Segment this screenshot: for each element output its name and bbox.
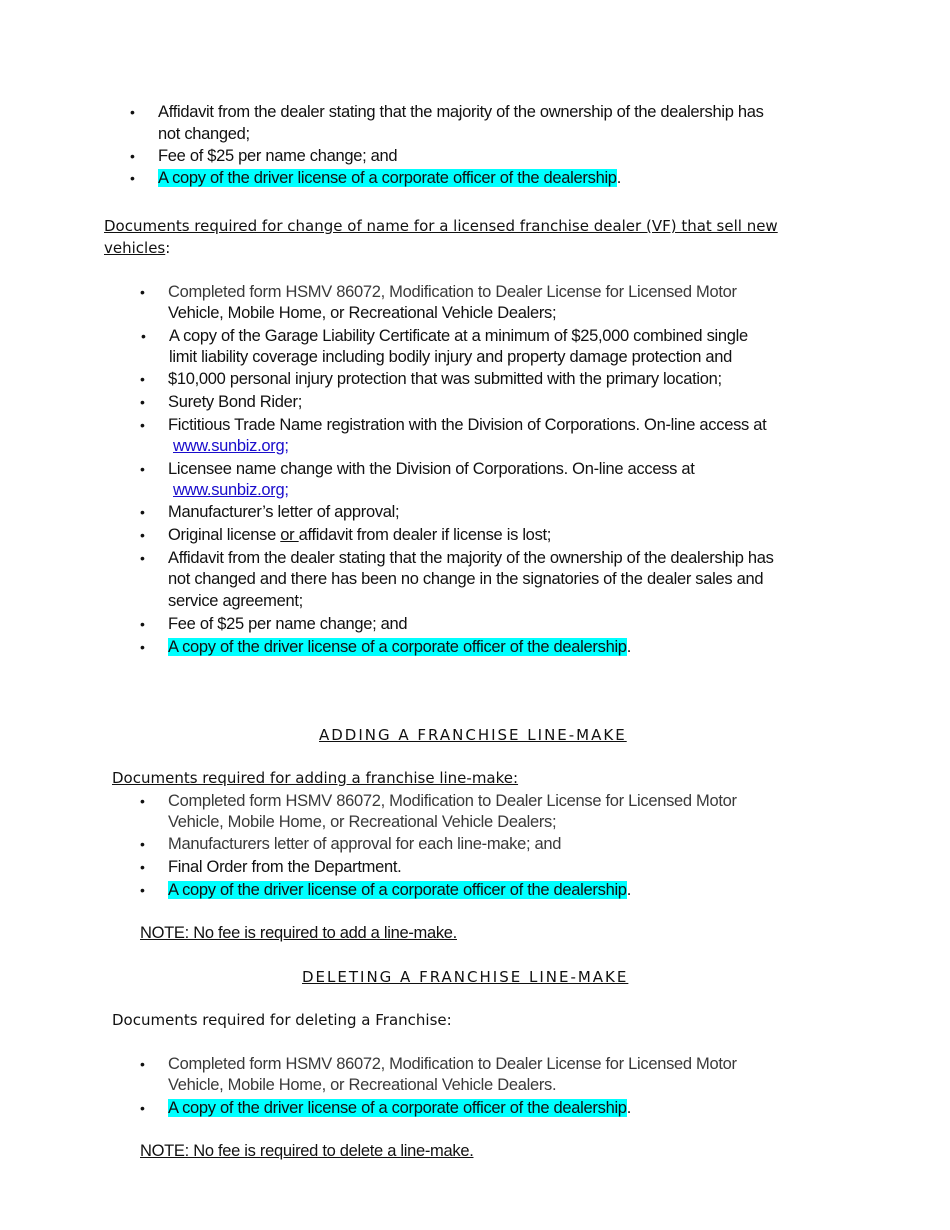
section-heading: Documents required for deleting a Franchise: (112, 1011, 452, 1029)
highlighted-text: A copy of the driver license of a corporate officer of the dealership (168, 638, 627, 656)
note: NOTE: No fee is required to add a line-make. (140, 924, 457, 942)
sunbiz-link[interactable]: www.sunbiz.org (173, 437, 285, 455)
bullet: • (140, 882, 145, 898)
list-item: Affidavit from the dealer stating that the majority of the ownership of the dealership has (158, 103, 764, 121)
highlighted-text: A copy of the driver license of a corporate officer of the dealership (168, 881, 627, 899)
list-item: Completed form HSMV 86072, Modification to Dealer License for Licensed Motor (168, 792, 737, 810)
note: NOTE: No fee is required to delete a line-make. (140, 1142, 474, 1160)
list-item-highlighted: A copy of the driver license of a corporate officer of the dealership. (168, 638, 631, 656)
bullet: • (140, 461, 145, 477)
list-item-continued: limit liability coverage including bodily injury and property damage protection and (169, 348, 733, 366)
bullet: • (140, 1056, 145, 1072)
bullet: • (130, 104, 135, 120)
bullet: • (140, 1100, 145, 1116)
list-item-continued: Vehicle, Mobile Home, or Recreational Vehicle Dealers. (168, 1076, 557, 1094)
list-item: Manufacturers letter of approval for each line-make; and (168, 835, 562, 853)
list-item-continued: not changed; (158, 125, 250, 143)
list-item: Manufacturer’s letter of approval; (168, 503, 400, 521)
section-title: DELETING A FRANCHISE LINE-MAKE (302, 968, 629, 986)
list-item: Licensee name change with the Division of Corporations. On-line access at (168, 460, 695, 478)
list-item: Completed form HSMV 86072, Modification to Dealer License for Licensed Motor (168, 283, 737, 301)
bullet: • (140, 616, 145, 632)
bullet: • (140, 417, 145, 433)
bullet: • (130, 148, 135, 164)
list-item-highlighted: A copy of the driver license of a corporate officer of the dealership. (168, 881, 631, 899)
list-item: Fictitious Trade Name registration with the Division of Corporations. On-line access at (168, 416, 767, 434)
list-item-highlighted: A copy of the driver license of a corporate officer of the dealership. (158, 169, 621, 187)
bullet: • (140, 527, 145, 543)
list-item-continued: www.sunbiz.org; (173, 437, 289, 455)
highlighted-text: A copy of the driver license of a corporate officer of the dealership (158, 169, 617, 187)
list-item-continued: www.sunbiz.org; (173, 481, 289, 499)
bullet: • (140, 859, 145, 875)
list-item: Final Order from the Department. (168, 858, 402, 876)
section-heading-continued: vehicles: (104, 239, 171, 257)
list-item-continued: Vehicle, Mobile Home, or Recreational Vehicle Dealers; (168, 304, 557, 322)
bullet: • (140, 793, 145, 809)
list-item-continued: Vehicle, Mobile Home, or Recreational Vehicle Dealers; (168, 813, 557, 831)
section-heading: Documents required for change of name for a licensed franchise dealer (VF) that sell new (104, 217, 778, 235)
section-heading: Documents required for adding a franchise line-make: (112, 769, 519, 787)
bullet: • (141, 328, 146, 344)
list-item: Completed form HSMV 86072, Modification to Dealer License for Licensed Motor (168, 1055, 737, 1073)
bullet: • (140, 504, 145, 520)
list-item: Affidavit from the dealer stating that the majority of the ownership of the dealership has (168, 549, 774, 567)
highlighted-text: A copy of the driver license of a corporate officer of the dealership (168, 1099, 627, 1117)
sunbiz-link[interactable]: www.sunbiz.org (173, 481, 285, 499)
bullet: • (140, 394, 145, 410)
list-item: Fee of $25 per name change; and (168, 615, 408, 633)
list-item-continued: service agreement; (168, 592, 303, 610)
bullet: • (140, 639, 145, 655)
list-item-continued: not changed and there has been no change in the signatories of the dealer sales and (168, 570, 764, 588)
list-item: Fee of $25 per name change; and (158, 147, 398, 165)
list-item: $10,000 personal injury protection that was submitted with the primary location; (168, 370, 722, 388)
list-item-highlighted: A copy of the driver license of a corporate officer of the dealership. (168, 1099, 631, 1117)
bullet: • (140, 550, 145, 566)
section-title: ADDING A FRANCHISE LINE-MAKE (319, 726, 627, 744)
bullet: • (140, 836, 145, 852)
list-item: Original license or affidavit from dealer if license is lost; (168, 526, 552, 544)
list-item: A copy of the Garage Liability Certificate at a minimum of $25,000 combined single (169, 327, 748, 345)
bullet: • (130, 170, 135, 186)
bullet: • (140, 284, 145, 300)
list-item: Surety Bond Rider; (168, 393, 303, 411)
bullet: • (140, 371, 145, 387)
